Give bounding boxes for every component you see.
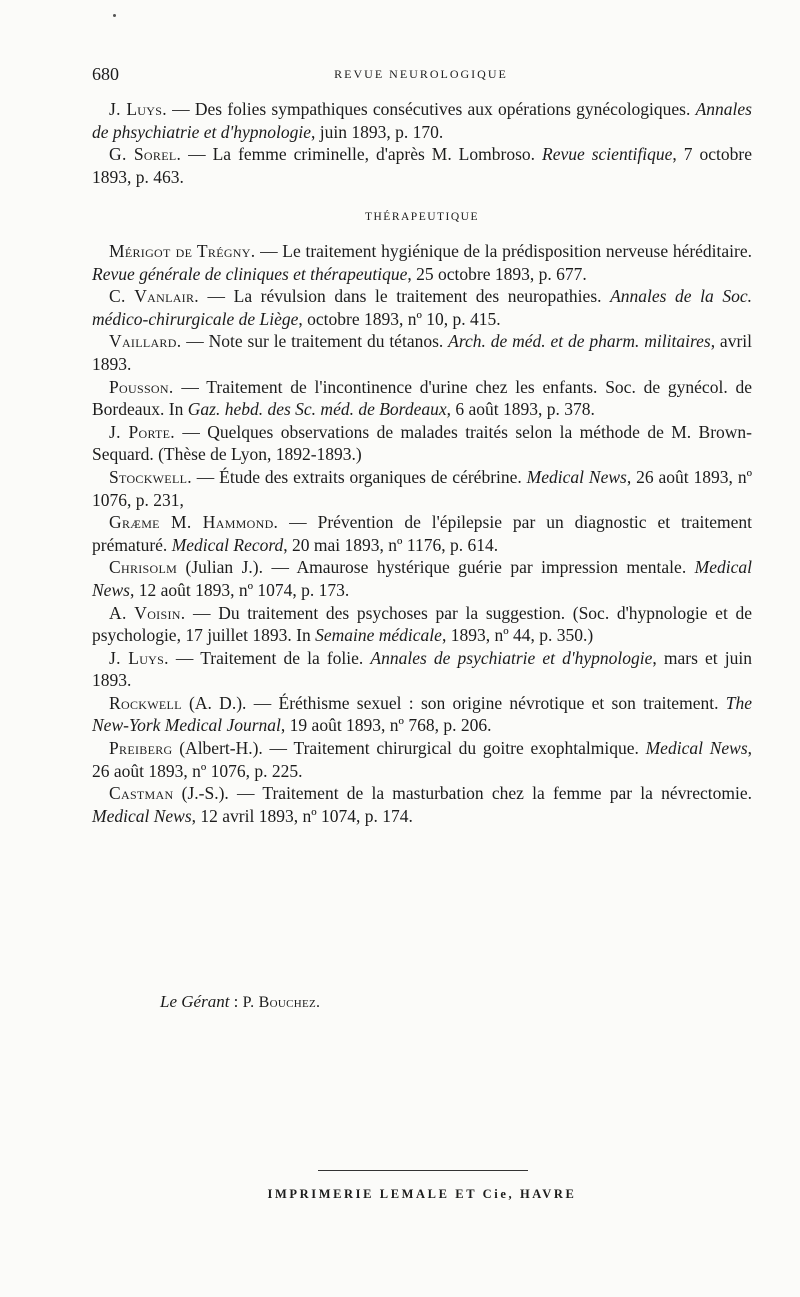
entry-source: The New-York Medical Journal (92, 692, 752, 736)
entry-source: Medical Record (171, 534, 284, 555)
entry-author: Mérigot de Trégny. (109, 241, 256, 261)
entry-tail: , juin 1893, p. 170. (311, 121, 444, 142)
entry-author: Stockwell. (109, 466, 192, 487)
bibliography-entry (92, 421, 752, 466)
bibliography-entry (92, 330, 752, 375)
bibliography-entry (92, 556, 752, 601)
entry-text: — La femme criminelle, d'après M. Lombroso. (181, 144, 542, 165)
entry-source: Medical News (645, 738, 748, 759)
bibliography-entry (92, 240, 752, 285)
entry-text: (J.-S.). — Traitement de la masturbation chez la femme par la névrectomie. (173, 783, 752, 804)
bibliography-entry (92, 602, 752, 647)
entry-text: — Note sur le traitement du tétanos. (181, 331, 449, 352)
entry-source: Revue générale de cliniques et thérapeutique (92, 263, 408, 284)
entry-author: Castman (109, 783, 174, 804)
entry-tail: , 7 octobre 1893, p. 463. (92, 144, 752, 187)
entry-text: (Albert-H.). — Traitement chirurgical du goitre exophtalmique. (172, 738, 646, 759)
entry-tail: , mars et juin 1893. (92, 647, 752, 691)
entry-tail: , 6 août 1893, p. 378. (446, 399, 595, 420)
bibliography-entry (92, 98, 752, 143)
entry-text: — Prévention de l'épilepsie par un diagnostic et traitement prématuré. (92, 512, 752, 555)
entry-author: J. Porte. (109, 421, 175, 442)
signature (160, 992, 320, 1012)
entry-text: (Julian J.). — Amaurose hystérique guérie par impression mentale. (177, 557, 695, 578)
entry-tail: , 25 octobre 1893, p. 677. (407, 263, 587, 284)
entry-text: — Traitement de la folie. (168, 647, 371, 668)
entry-author: Vaillard. (109, 331, 182, 352)
signature-label: Le Gérant (160, 992, 230, 1011)
entry-tail: , 12 avril 1893, nº 1074, p. 174. (191, 805, 413, 826)
bibliography-entry (92, 782, 752, 827)
entry-text: — La révulsion dans le traitement des neuropathies. (198, 286, 611, 307)
entry-tail: , 26 août 1893, nº 1076, p. 231, (92, 466, 752, 510)
signature-separator: : (229, 992, 243, 1011)
entry-author: G. Sorel. (109, 144, 182, 165)
entry-source: Medical News (92, 557, 752, 600)
running-title: REVUE NEUROLOGIQUE (334, 67, 508, 81)
entry-source: Annales de phsychiatrie et d'hypnologie (92, 99, 752, 142)
entry-source: Annales de psychiatrie et d'hypnologie (370, 647, 653, 668)
bibliography-entry (92, 285, 752, 330)
entry-text: — Du traitement des psychoses par la suggestion. (Soc. d'hypnologie et de psychologie, 17 juillet 1893. In (92, 602, 753, 646)
entry-tail: , octobre 1893, nº 10, p. 415. (298, 308, 501, 329)
bibliography-entry (92, 737, 752, 782)
entry-author: Pousson. (109, 376, 174, 397)
entry-author: Chrisolm (109, 557, 178, 578)
entry-text: — Des folies sympathiques consécutives aux opérations gynécologiques. (166, 99, 696, 119)
bibliography-entry (92, 376, 752, 421)
entry-text: — Le traitement hygiénique de la prédisposition nerveuse héréditaire. (255, 241, 753, 261)
bibliography-entry (92, 511, 752, 556)
entry-author: C. Vanlair. (109, 286, 199, 307)
bibliography-entry (92, 647, 752, 692)
entry-source: Medical News (526, 466, 627, 487)
therapeutique-bibliography (92, 240, 752, 827)
bibliography-entry (92, 692, 752, 737)
entry-author: J. Luys. (109, 647, 169, 668)
entry-source: Medical News (92, 805, 192, 826)
entry-tail: , 12 août 1893, nº 1074, p. 173. (129, 579, 350, 600)
page-number: 680 (92, 64, 119, 84)
entry-text: — Étude des extraits organiques de cérébrine. (191, 466, 527, 487)
entry-source: Annales de la Soc. médico-chirurgicale de Liège (92, 286, 753, 329)
bibliography-entry (92, 466, 752, 511)
top-bibliography (92, 98, 752, 188)
entry-source: Gaz. hebd. des Sc. méd. de Bordeaux (187, 399, 447, 420)
entry-source: Arch. de méd. et de pharm. militaires (448, 331, 711, 352)
section-title: THÉRAPEUTIQUE (364, 211, 480, 223)
entry-tail: , 1893, nº 44, p. 350.) (441, 625, 594, 646)
entry-tail: , avril 1893. (92, 331, 753, 374)
page-header (92, 64, 750, 90)
printer-imprint: IMPRIMERIE LEMALE ET Cie, HAVRE (267, 1187, 577, 1201)
entry-source: Revue scientifique (542, 144, 673, 165)
entry-author: A. Voisin. (109, 602, 186, 623)
entry-author: J. Luys. (109, 99, 167, 119)
entry-source: Semaine médicale (315, 625, 442, 646)
bibliography-entry (92, 143, 752, 188)
print-speck (113, 14, 116, 17)
entry-author: Preiberg (109, 738, 173, 759)
entry-text: — Quelques observations de malades traités selon la méthode de M. Brown-Sequard. (Thèse de Lyon, 1892-1893.) (92, 421, 752, 465)
entry-author: Græme M. Hammond. (109, 512, 279, 533)
entry-tail: , 19 août 1893, nº 768, p. 206. (280, 715, 492, 736)
signature-name: P. Bouchez. (242, 994, 321, 1011)
entry-tail: , 20 mai 1893, nº 1176, p. 614. (283, 534, 499, 555)
footer-rule (318, 1170, 528, 1171)
entry-author: Rockwell (109, 692, 182, 713)
entry-text: (A. D.). — Éréthisme sexuel : son origine névrotique et son traitement. (181, 692, 726, 713)
entry-tail: , 26 août 1893, nº 1076, p. 225. (92, 738, 752, 781)
entry-text: — Traitement de l'incontinence d'urine chez les enfants. Soc. de gynécol. de Bordeaux. In (92, 376, 752, 420)
